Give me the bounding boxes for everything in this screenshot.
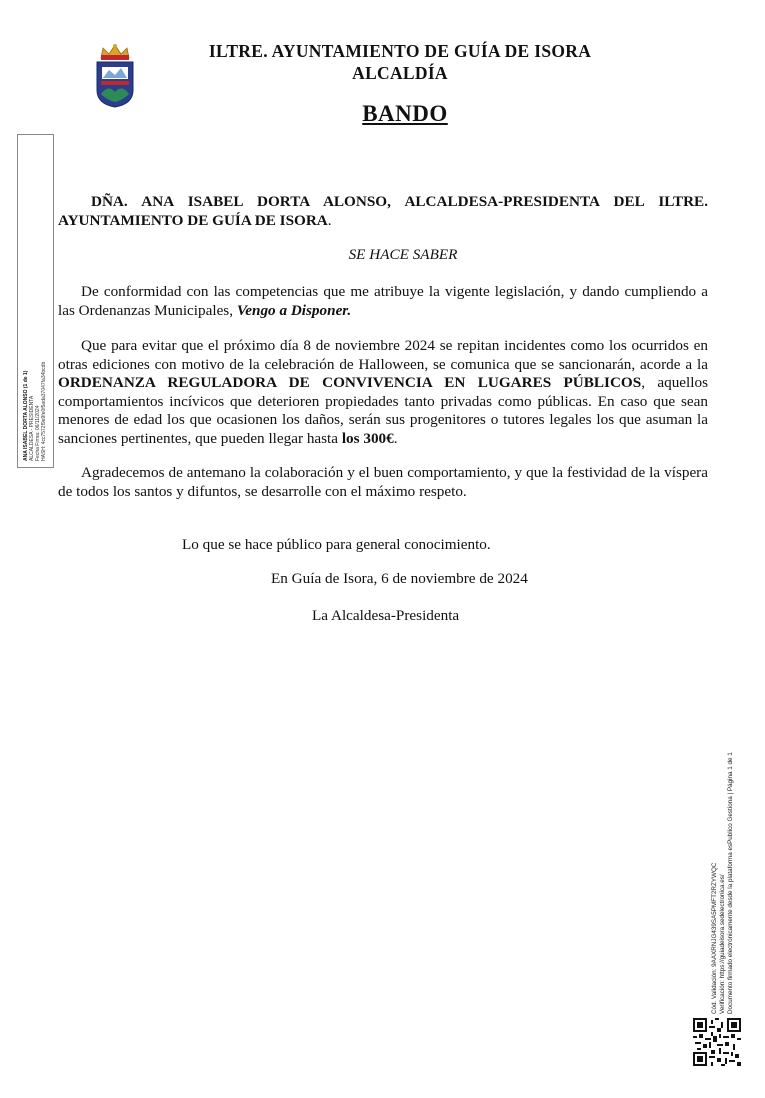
signature-platform-note: Documento firmado electrónicamente desde la plataforma esPublico Gestiona | Página 1 de 1: [727, 752, 735, 1014]
intro-paragraph: [58, 193, 708, 230]
paragraph-2-text-a: Que para evitar que el próximo día 8 de noviembre 2024 se repitan incidentes como los ocurridos en otras ediciones con motivo de la celebración de Halloween, se comunica que se sancionarán, acorde a la: [58, 337, 708, 373]
verification-url: Verificación: https://guiadeisora.sedelectronica.es/: [719, 874, 727, 1014]
coat-of-arms-icon: [93, 42, 137, 108]
intro-text: DÑA. ANA ISABEL DORTA ALONSO, ALCALDESA-PRESIDENTA DEL ILTRE. AYUNTAMIENTO DE GUÍA DE ISORA: [58, 193, 708, 229]
paragraph-1-text: De conformidad con las competencias que me atribuye la vigente legislación, y dando cumpliendo a las Ordenanzas Municipales: [58, 283, 708, 319]
closing-place-date: En Guía de Isora, 6 de noviembre de 2024: [271, 570, 528, 587]
fine-amount: los 300€: [341, 429, 394, 447]
hace-saber-heading: SE HACE SABER: [348, 246, 458, 263]
signer-role: ALCALDESA - PRESIDENTA: [29, 395, 35, 461]
signature-stamp: [17, 134, 54, 468]
header-organization: ILTRE. AYUNTAMIENTO DE GUÍA DE ISORA: [208, 41, 592, 61]
paragraph-2: [58, 337, 708, 448]
paragraph-3: Agradecemos de antemano la colaboración y el buen comportamiento, y que la festividad de la víspera de todos los santos y difuntos, se desarrolle con el máximo respeto.: [58, 464, 708, 500]
paragraph-1-separator: ,: [229, 301, 237, 319]
paragraph-1: [58, 283, 708, 320]
intro-end: .: [327, 211, 332, 229]
closing-signer-title: La Alcaldesa-Presidenta: [312, 607, 460, 624]
header-department: ALCALDÍA: [352, 63, 448, 83]
validation-footer: [707, 678, 747, 1016]
ordinance-name: ORDENANZA REGULADORA DE CONVIVENCIA EN LUGARES PÚBLICOS: [58, 374, 642, 391]
document-title: BANDO: [362, 101, 448, 126]
closing-public-notice: Lo que se hace público para general conocimiento.: [182, 536, 491, 553]
paragraph-2-end: .: [393, 429, 398, 447]
signer-name: ANA ISABEL DORTA ALONSO (1 de 1): [23, 370, 29, 461]
qr-code-icon: [693, 1018, 741, 1066]
paragraph-2-text-b: , aquellos comportamientos incívicos que deterioren propiedades tanto privadas como públicas. En caso que sean menores de edad los que ocasionen los daños, serán sus progenitores o tutores legales los que asuman la sanciones pertinentes, que pueden llegar hasta: [58, 374, 708, 447]
signature-date: Fecha Firma: 06/11/2024: [35, 405, 41, 461]
validation-code: Cód. Validación: 9AAXRNJG439SA5PMFT2RZYWQC: [711, 862, 718, 1014]
signature-hash: HASH: 4cc7572f9e9fe0f5ada37047fa34bcdb: [41, 361, 47, 461]
paragraph-1-emphasis: Vengo a Disponer.: [236, 301, 352, 319]
